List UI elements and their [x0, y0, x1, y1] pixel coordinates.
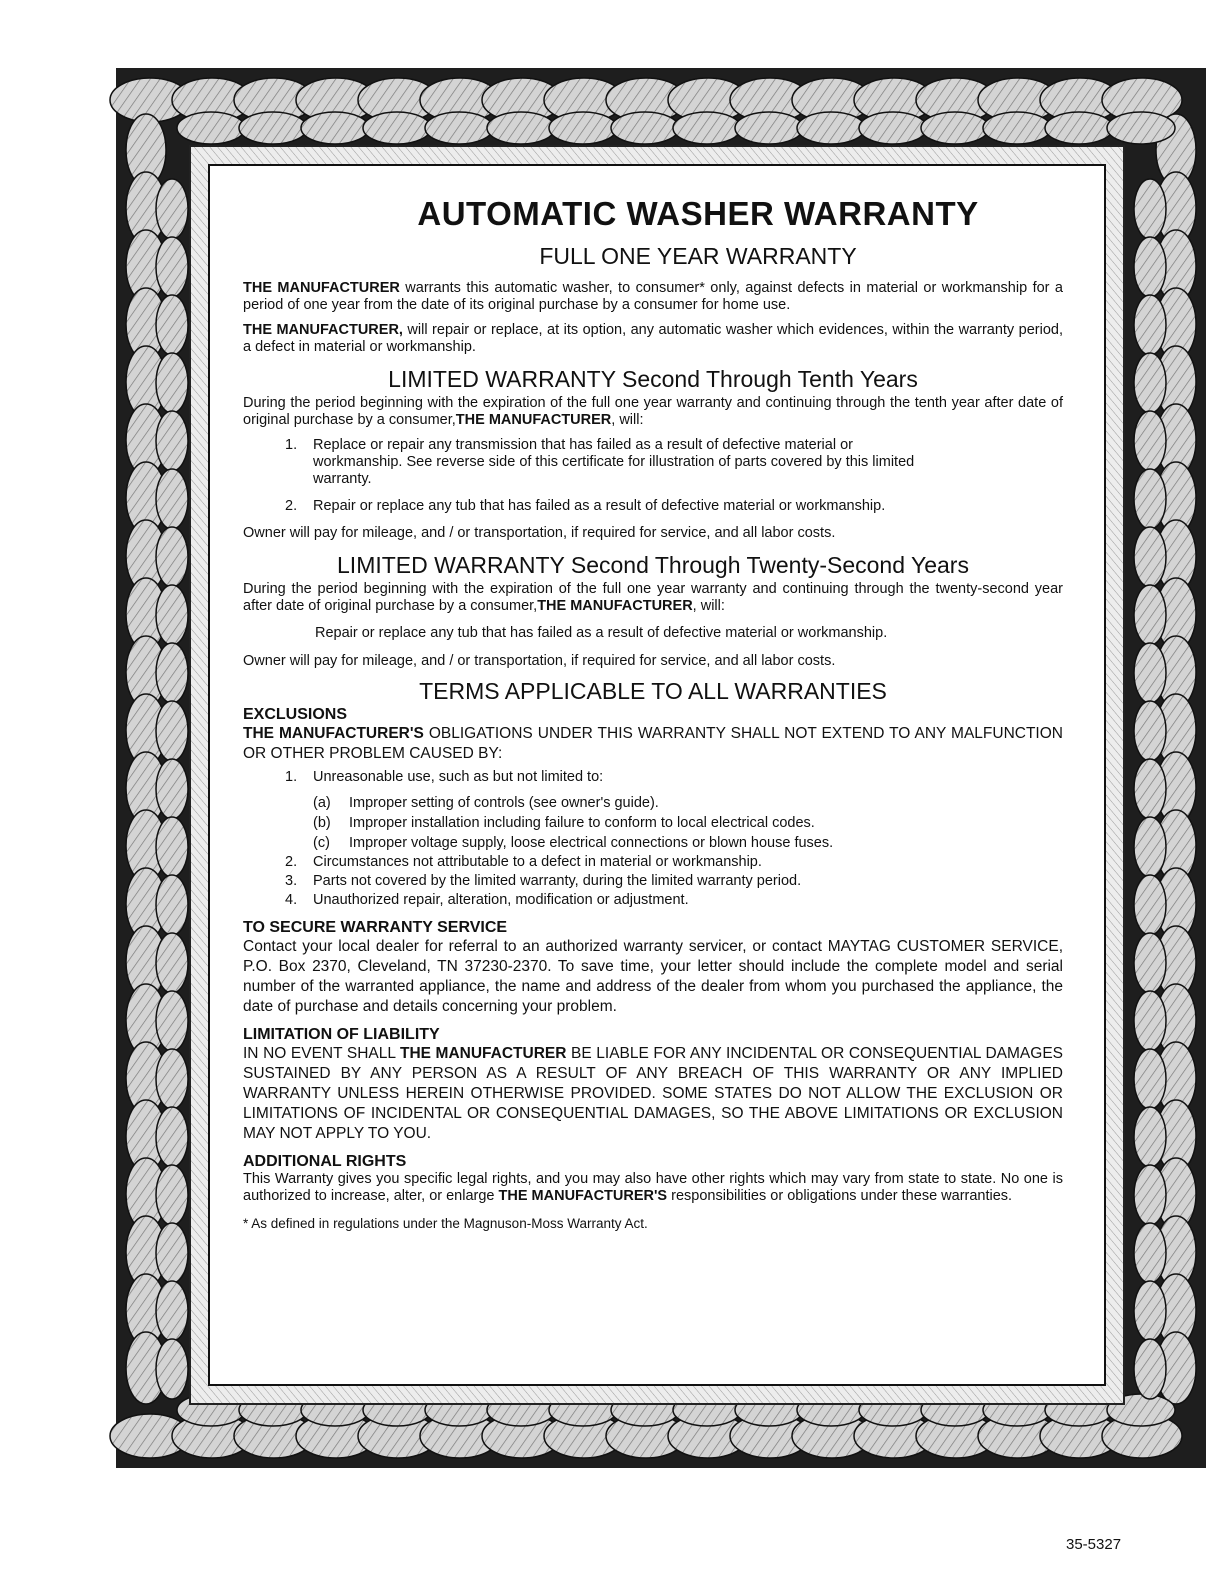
border-scallop — [156, 295, 188, 355]
border-scallop — [156, 527, 188, 587]
border-scallop — [156, 1049, 188, 1109]
secure-service-heading: TO SECURE WARRANTY SERVICE — [243, 919, 508, 936]
list-item — [285, 498, 1063, 515]
full-warranty-paragraph-1 — [243, 280, 1063, 314]
full-warranty-paragraph-2 — [243, 322, 1063, 356]
border-scallop — [549, 112, 617, 144]
border-scallop — [156, 643, 188, 703]
border-scallop — [1134, 933, 1166, 993]
border-scallop — [797, 112, 865, 144]
border-scallop — [921, 112, 989, 144]
item-letter: (a) — [313, 795, 331, 811]
border-scallop — [1134, 1107, 1166, 1167]
border-scallop — [156, 1339, 188, 1399]
border-scallop — [1134, 991, 1166, 1051]
exclusions-sublist — [313, 793, 1063, 853]
border-scallop — [156, 469, 188, 529]
item-letter: (b) — [313, 815, 331, 831]
border-scallop — [156, 179, 188, 239]
border-scallop — [1134, 411, 1166, 471]
exclusions-heading: EXCLUSIONS — [243, 706, 348, 723]
border-scallop — [1134, 1339, 1166, 1399]
manufacturer-name: THE MANUFACTURER — [399, 1045, 567, 1062]
item-text: Unreasonable use, such as but not limited to: — [313, 769, 604, 785]
border-scallop — [156, 701, 188, 761]
border-scallop — [859, 112, 927, 144]
item-text: Improper installation including failure to conform to local electrical codes. — [349, 815, 815, 831]
exclusions-intro — [243, 724, 1063, 764]
list-item — [285, 891, 1063, 910]
border-scallop — [983, 112, 1051, 144]
exclusions-list — [285, 768, 1063, 787]
border-scallop — [156, 411, 188, 471]
additional-rights-text — [243, 1171, 1063, 1205]
full-warranty-text-2: will repair or replace, at its option, any automatic washer which evidences, within the warranty period, a defect in material or workmanship. — [243, 322, 1063, 355]
full-warranty-text-1: warrants this automatic washer, to consumer* only, against defects in material or workmanship for a period of one year from the date of its original purchase by a consumer for home use. — [243, 280, 1063, 313]
limited-warranty-22yr-intro — [243, 581, 1063, 615]
border-scallop — [1134, 817, 1166, 877]
border-scallop — [156, 991, 188, 1051]
limited-warranty-10yr-heading: LIMITED WARRANTY Second Through Tenth Years — [388, 366, 918, 392]
border-scallop — [156, 1281, 188, 1341]
border-scallop — [239, 112, 307, 144]
border-scallop — [1134, 875, 1166, 935]
limited-warranty-10yr-intro — [243, 395, 1063, 429]
list-item — [313, 813, 1063, 833]
additional-pre: This Warranty gives you specific legal rights, and you may also have other rights which may vary from state to state. No one is authorized to increase, alter, or enlarge — [243, 1171, 1063, 1204]
item-text: Circumstances not attributable to a defect in material or workmanship. — [313, 854, 762, 870]
item-number: 1. — [285, 769, 298, 785]
owner-costs-note-2: Owner will pay for mileage, and / or transportation, if required for service, and all labor costs. — [243, 653, 836, 669]
border-scallop — [1134, 295, 1166, 355]
border-scallop — [1134, 527, 1166, 587]
border-scallop — [1134, 1223, 1166, 1283]
list-item — [313, 833, 1063, 853]
document-number: 35-5327 — [1066, 1536, 1122, 1553]
border-scallop — [156, 1223, 188, 1283]
border-scallop — [1134, 1165, 1166, 1225]
manufacturer-name: THE MANUFACTURER'S — [243, 725, 424, 742]
additional-body: responsibilities or obligations under these warranties. — [667, 1188, 1013, 1204]
list-item — [313, 793, 1063, 813]
border-scallop — [673, 112, 741, 144]
border-scallop — [156, 759, 188, 819]
border-scallop — [1134, 237, 1166, 297]
border-scallop — [1134, 353, 1166, 413]
border-scallop — [1134, 1281, 1166, 1341]
warranty-content — [243, 195, 1063, 1240]
manufacturer-name: THE MANUFACTURER — [537, 598, 693, 614]
border-scallop — [156, 353, 188, 413]
intro-end: , will: — [611, 412, 644, 428]
border-scallop — [1107, 112, 1175, 144]
secure-service-text: Contact your local dealer for referral to an authorized warranty servicer, or contact MAYTAG CUSTOMER SERVICE, P.O. Box 2370, Cleveland, TN 37230-2370. To save time, your letter should include the complete model and serial number of the warranted appliance, the name and address of the dealer from whom you purchased the appliance, the date of purchase and details concerning your problem. — [243, 938, 1063, 1015]
full-warranty-heading: FULL ONE YEAR WARRANTY — [539, 243, 857, 269]
border-scallop — [1134, 701, 1166, 761]
border-scallop — [1134, 469, 1166, 529]
border-scallop — [156, 933, 188, 993]
border-scallop — [156, 585, 188, 645]
item-number: 4. — [285, 892, 298, 908]
list-item — [285, 768, 1063, 787]
manufacturer-name: THE MANUFACTURER — [243, 280, 400, 296]
border-scallop — [735, 112, 803, 144]
manufacturer-name: THE MANUFACTURER'S — [498, 1188, 668, 1204]
terms-heading: TERMS APPLICABLE TO ALL WARRANTIES — [419, 678, 887, 704]
limited-warranty-22yr-item: Repair or replace any tub that has failed as a result of defective material or workmanship. — [315, 625, 888, 641]
list-item — [285, 853, 1063, 872]
border-scallop — [1045, 112, 1113, 144]
additional-rights-heading: ADDITIONAL RIGHTS — [243, 1153, 407, 1170]
border-scallop — [1134, 585, 1166, 645]
exclusions-text: OBLIGATIONS UNDER THIS WARRANTY SHALL NOT EXTEND TO ANY MALFUNCTION OR OTHER PROBLEM CAUSED BY: — [243, 725, 1063, 762]
item-text: Replace or repair any transmission that has failed as a result of defective material or workmanship. See reverse side of this certificate for illustration of parts covered by this limited warranty. — [313, 437, 915, 487]
border-scallop — [363, 112, 431, 144]
border-scallop — [177, 112, 245, 144]
border-scallop — [487, 112, 555, 144]
border-scallop — [1134, 179, 1166, 239]
page-title: AUTOMATIC WASHER WARRANTY — [417, 195, 979, 232]
list-item — [285, 872, 1063, 891]
item-number: 1. — [285, 437, 298, 453]
limited-warranty-10yr-list — [285, 437, 1063, 515]
limited-warranty-22yr-heading: LIMITED WARRANTY Second Through Twenty-Second Years — [337, 552, 969, 578]
border-scallop — [156, 237, 188, 297]
manufacturer-name: THE MANUFACTURER — [455, 412, 612, 428]
border-scallop — [301, 112, 369, 144]
border-scallop — [156, 1165, 188, 1225]
manufacturer-name: THE MANUFACTURER, — [243, 322, 403, 338]
item-text: Repair or replace any tub that has failed as a result of defective material or workmanship. — [313, 498, 886, 514]
intro-end: , will: — [692, 598, 725, 614]
border-scallop — [156, 1107, 188, 1167]
border-scallop — [1134, 1049, 1166, 1109]
intro-text: During the period beginning with the expiration of the full one year warranty and continuing through the tenth year after date of original purchase by a consumer, — [243, 395, 1063, 428]
intro-text: During the period beginning with the expiration of the full one year warranty and continuing through the twenty-second year after date of original purchase by a consumer, — [243, 581, 1063, 614]
limitation-pre: IN NO EVENT SHALL — [243, 1045, 400, 1062]
border-scallop — [156, 875, 188, 935]
footnote: * As defined in regulations under the Magnuson-Moss Warranty Act. — [243, 1216, 648, 1231]
exclusions-list-rest — [285, 853, 1063, 910]
limitation-text — [243, 1044, 1063, 1144]
item-number: 2. — [285, 854, 298, 870]
item-letter: (c) — [313, 835, 330, 851]
item-text: Parts not covered by the limited warranty, during the limited warranty period. — [313, 873, 802, 889]
item-number: 3. — [285, 873, 298, 889]
border-scallop — [425, 112, 493, 144]
border-scallop — [1134, 643, 1166, 703]
border-scallop — [611, 112, 679, 144]
limitation-heading: LIMITATION OF LIABILITY — [243, 1026, 440, 1043]
item-number: 2. — [285, 498, 298, 514]
item-text: Improper voltage supply, loose electrical connections or blown house fuses. — [349, 835, 834, 851]
item-text: Improper setting of controls (see owner's guide). — [349, 795, 659, 811]
limitation-body: BE LIABLE FOR ANY INCIDENTAL OR CONSEQUENTIAL DAMAGES SUSTAINED BY ANY PERSON AS A RESULT OF ANY BREACH OF THIS WARRANTY OR ANY IMPLIED WARRANTY UNLESS HEREIN OTHERWISE PROVIDED. SOME STATES DO NOT ALLOW THE EXCLUSION OR LIMITATIONS OF INCIDENTAL OR CONSEQUENTIAL DAMAGES, SO THE ABOVE LIMITATIONS OR EXCLUSION MAY NOT APPLY TO YOU. — [243, 1045, 1063, 1142]
list-item — [285, 437, 1063, 488]
owner-costs-note-1: Owner will pay for mileage, and / or transportation, if required for service, and all labor costs. — [243, 525, 836, 541]
item-text: Unauthorized repair, alteration, modification or adjustment. — [313, 892, 689, 908]
border-scallop — [1134, 759, 1166, 819]
border-scallop — [156, 817, 188, 877]
